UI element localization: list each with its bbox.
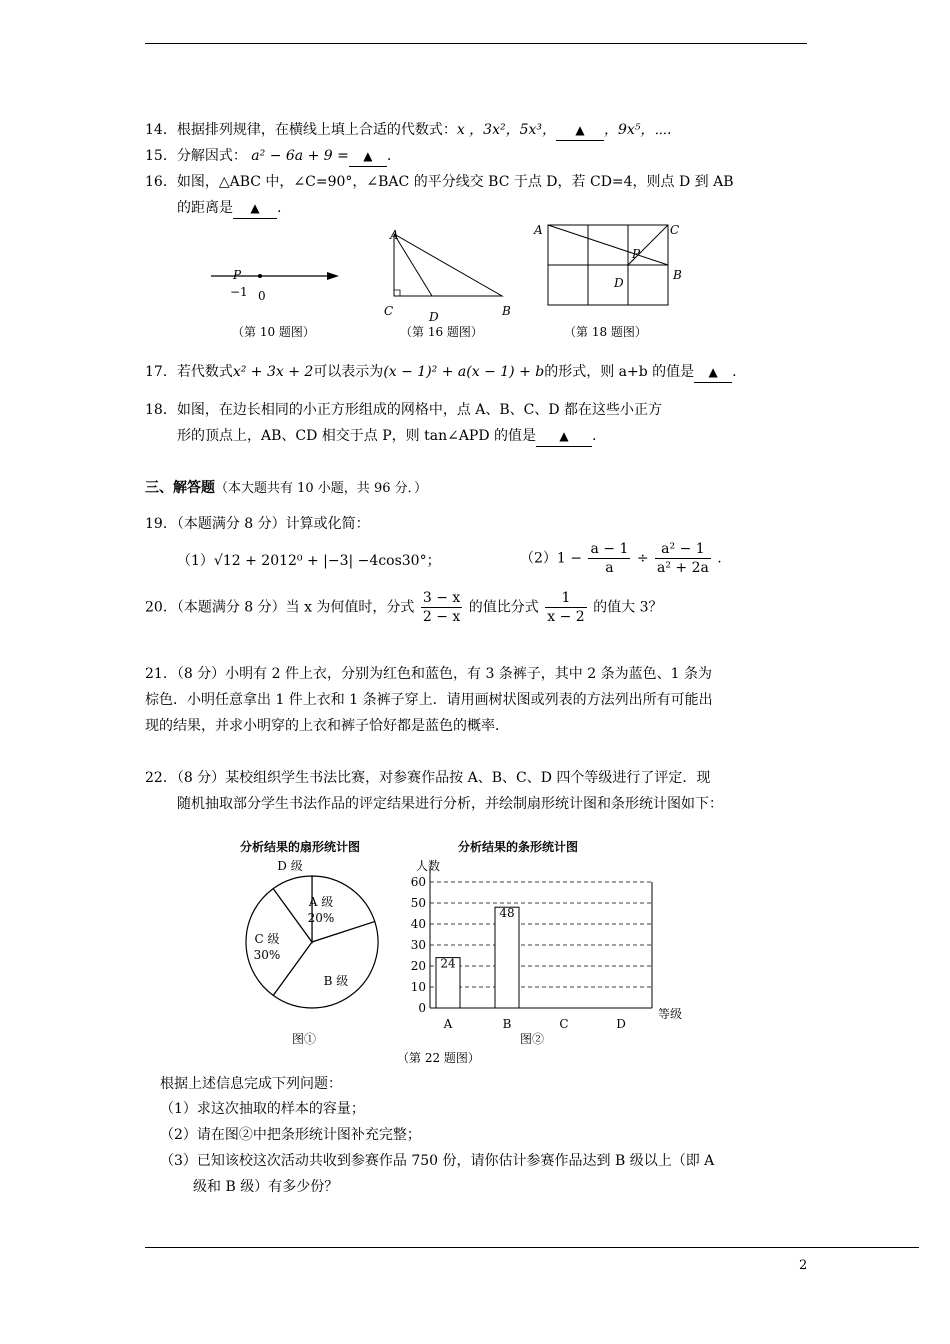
answer-blank[interactable]: ▲ xyxy=(694,362,732,383)
q22-intro: 根据上述信息完成下列问题： xyxy=(160,1076,342,1092)
pie-chart-title: 分析结果的扇形统计图 xyxy=(240,840,361,854)
figure-10-caption: （第 10 题图） xyxy=(232,325,315,339)
fig16-b-label: B xyxy=(502,304,511,318)
q22-task-2: （2）请在图②中把条形统计图补充完整； xyxy=(160,1127,421,1143)
q22-task-3: （3）已知该校这次活动共收到参赛作品 750 份，请你估计参赛作品达到 B 级以上（即 A xyxy=(160,1153,715,1169)
fraction: $\frac{a - 1}{a}$ xyxy=(590,541,629,576)
y-tick-label: 10 xyxy=(410,980,426,994)
figure-16-triangle xyxy=(380,228,515,328)
y-tick-label: 0 xyxy=(418,1001,426,1015)
q22-task-1: （1）求这次抽取的样本的容量； xyxy=(160,1101,365,1117)
section-3-heading: 三、解答题（本大题共有 10 小题，共 96 分．） xyxy=(145,480,428,496)
fig18-c-label: C xyxy=(670,223,680,237)
question-15: 15．分解因式： a² − 6a + 9 = ▲ . xyxy=(145,146,391,167)
pie-pct-c: 30% xyxy=(253,948,281,962)
figure-16-caption: （第 16 题图） xyxy=(400,325,483,339)
x-tick-label-c: C xyxy=(559,1017,569,1031)
question-16-line2: 的距离是 ▲ . xyxy=(177,198,281,219)
fig10-zero-label: 0 xyxy=(258,289,266,303)
fig18-p-label: P xyxy=(632,247,641,261)
figure-18-caption: （第 18 题图） xyxy=(564,325,647,339)
question-22: 22．（8 分）某校组织学生书法比赛，对参赛作品按 A、B、C、D 四个等级进行了评定．现 xyxy=(145,770,711,786)
figure-22-caption: （第 22 题图） xyxy=(397,1051,480,1065)
question-14: 14．根据排列规律，在横线上填上合适的代数式：x ，3x²，5x³， ▲ ，9x⁵，⋯. xyxy=(145,120,671,141)
bar-chart-title: 分析结果的条形统计图 xyxy=(458,840,579,854)
page-number: 2 xyxy=(799,1258,808,1273)
bottom-rule xyxy=(145,1247,919,1248)
figure-18-grid xyxy=(530,218,690,313)
question-18: 18．如图，在边长相同的小正方形组成的网格中，点 A、B、C、D 都在这些小正方 xyxy=(145,402,663,418)
question-19-part2: （2）1 − $\frac{a - 1}{a}$ ÷ $\frac{\text{a² − 1}}{\text{a² + 2a}}$ . xyxy=(520,541,722,576)
question-18-line2: 形的顶点上，AB、CD 相交于点 P，则 tan∠APD 的值是 ▲ . xyxy=(177,426,596,447)
answer-blank[interactable]: ▲ xyxy=(233,198,277,219)
y-tick-label: 20 xyxy=(410,959,426,973)
pie-label-a: A 级 xyxy=(308,895,334,909)
top-rule xyxy=(145,43,807,44)
y-tick-label: 40 xyxy=(410,917,426,931)
y-axis-label: 人数 xyxy=(416,859,441,873)
question-16: 16．如图，△ABC 中，∠C=90°，∠BAC 的平分线交 BC 于点 D，若 CD=4，则点 D 到 AB xyxy=(145,174,734,190)
fig18-d-label: D xyxy=(614,276,624,290)
pie-label-c: C 级 xyxy=(254,932,280,946)
fig18-a-label: A xyxy=(534,223,543,237)
x-tick-label-a: A xyxy=(443,1017,453,1031)
fig16-d-label: D xyxy=(429,310,439,324)
x-tick-label-d: D xyxy=(616,1017,626,1031)
fig10-neg1-label: −1 xyxy=(230,285,248,299)
question-21-line3: 现的结果，并求小明穿的上衣和裤子恰好都是蓝色的概率． xyxy=(145,718,509,734)
fraction: $\frac{3 - x}{2 - x}$ xyxy=(422,590,461,625)
q22-task-3-line2: 级和 B 级）有多少份？ xyxy=(193,1179,339,1195)
pie-pct-a: 20% xyxy=(307,911,335,925)
bar-b xyxy=(495,907,519,1008)
figure-10-number-line xyxy=(205,258,345,308)
fig16-a-label: A xyxy=(390,228,399,242)
y-tick-label: 60 xyxy=(410,875,426,889)
x-tick-label-b: B xyxy=(502,1017,512,1031)
answer-blank[interactable]: ▲ xyxy=(556,120,604,141)
fig18-b-label: B xyxy=(673,268,682,282)
question-17: 17．若代数式x² + 3x + 2可以表示为(x − 1)² + a(x − 1) + b的形式，则 a+b 的值是 ▲ . xyxy=(145,362,737,383)
question-22-line2: 随机抽取部分学生书法作品的评定结果进行分析，并绘制扇形统计图和条形统计图如下： xyxy=(177,796,723,812)
y-tick-label: 50 xyxy=(410,896,426,910)
bar-value-label-a: 24 xyxy=(440,956,456,971)
pie-label-d: D 级 xyxy=(277,859,303,873)
pie-chart xyxy=(240,858,390,1018)
answer-blank[interactable]: ▲ xyxy=(536,426,592,447)
pie-chart-caption: 图① xyxy=(292,1032,317,1046)
bar-value-label-b: 48 xyxy=(499,906,515,921)
bar-chart-caption: 图② xyxy=(520,1032,545,1046)
question-19: 19．（本题满分 8 分）计算或化简： xyxy=(145,516,370,532)
y-tick-label: 30 xyxy=(410,938,426,952)
answer-blank[interactable]: ▲ xyxy=(349,146,387,167)
question-21: 21．（8 分）小明有 2 件上衣，分别为红色和蓝色，有 3 条裤子，其中 2 条为蓝色、1 条为 xyxy=(145,666,712,682)
pie-label-b: B 级 xyxy=(323,974,349,988)
question-19-part1: （1）√12 + 2012⁰ + |−3| −4cos30°； xyxy=(177,553,441,569)
x-axis-label: 等级 xyxy=(658,1007,683,1021)
fig16-c-label: C xyxy=(384,304,394,318)
bar-chart xyxy=(392,852,702,1032)
fig10-p-label: P xyxy=(233,268,242,282)
fraction: $\frac{1}{x - 2}$ xyxy=(547,590,585,625)
question-20: 20．（本题满分 8 分）当 x 为何值时，分式 $\frac{3 - x}{2 - x}$ 的值比分式 $\frac{1}{x - 2}$ 的值大 3？ xyxy=(145,590,663,625)
question-21-line2: 棕色．小明任意拿出 1 件上衣和 1 条裤子穿上．请用画树状图或列表的方法列出所有可能出 xyxy=(145,692,713,708)
fraction: $\frac{\text{a² − 1}}{\text{a² + 2a}}$ xyxy=(657,541,709,576)
